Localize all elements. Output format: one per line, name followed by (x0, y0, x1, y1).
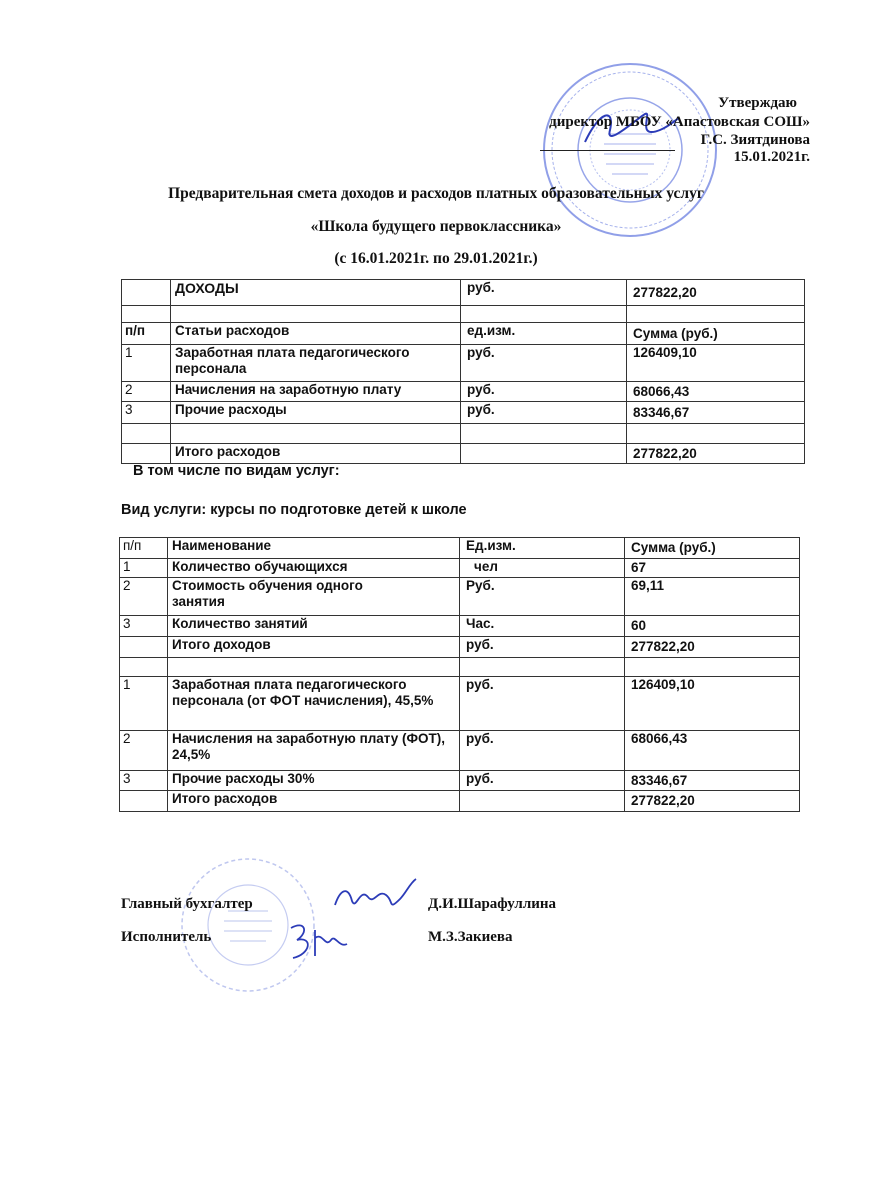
approval-line3: Г.С. Зиятдинова (700, 132, 810, 148)
header-row (122, 323, 805, 345)
table-row (120, 677, 800, 731)
row-amount: 126409,10 (625, 677, 800, 731)
row-unit: руб. (461, 402, 627, 424)
spacer-row (122, 306, 805, 323)
expense-total-row (120, 791, 800, 812)
row-name: Заработная плата педагогического персонала (от ФОТ начисления), 45,5% (168, 677, 460, 731)
table-row (120, 771, 800, 791)
header-unit: ед.изм. (461, 323, 627, 345)
row-num: 2 (120, 578, 168, 616)
income-row (122, 280, 805, 306)
row-unit: Руб. (460, 578, 625, 616)
header-amount: Сумма (руб.) (625, 538, 800, 559)
approval-date: 15.01.2021г. (733, 149, 810, 165)
row-amount: 68066,43 (625, 731, 800, 771)
header-unit: Ед.изм. (460, 538, 625, 559)
row-num: 3 (122, 402, 171, 424)
row-name: Прочие расходы (171, 402, 461, 424)
expense-total-label: Итого расходов (168, 791, 460, 812)
header-num: п/п (122, 323, 171, 345)
executor-role: Исполнитель (121, 929, 212, 945)
signature-underline (540, 150, 675, 151)
row-unit: чел (460, 559, 625, 578)
income-amount: 277822,20 (627, 280, 805, 306)
income-label: ДОХОДЫ (171, 280, 461, 306)
header-row (120, 538, 800, 559)
row-name: Стоимость обучения одного занятия (168, 578, 460, 616)
spacer-row (122, 424, 805, 444)
income-total-amount: 277822,20 (625, 637, 800, 658)
row-name: Начисления на заработную плату (ФОТ), 24,5% (168, 731, 460, 771)
document-period: (с 16.01.2021г. по 29.01.2021г.) (334, 250, 538, 267)
row-unit: Час. (460, 616, 625, 637)
header-num: п/п (120, 538, 168, 559)
header-amount: Сумма (руб.) (627, 323, 805, 345)
accountant-signature (330, 875, 420, 920)
approval-line1: Утверждаю (718, 95, 797, 111)
table-row (122, 402, 805, 424)
spacer-row (120, 658, 800, 677)
header-name: Статьи расходов (171, 323, 461, 345)
summary-table (121, 279, 805, 464)
service-type-note: Вид услуги: курсы по подготовке детей к школе (121, 502, 467, 518)
row-unit: руб. (461, 382, 627, 402)
row-amount: 67 (625, 559, 800, 578)
row-num: 3 (120, 616, 168, 637)
table-row (120, 578, 800, 616)
executor-signature (285, 918, 355, 968)
row-unit: руб. (460, 677, 625, 731)
row-name: Заработная плата педагогического персонала (171, 345, 461, 382)
by-service-note: В том числе по видам услуг: (133, 463, 340, 479)
table-row (120, 731, 800, 771)
accountant-name: Д.И.Шарафуллина (428, 896, 557, 912)
row-num: 1 (120, 559, 168, 578)
row-amount: 68066,43 (627, 382, 805, 402)
row-amount: 69,11 (625, 578, 800, 616)
income-total-unit: руб. (460, 637, 625, 658)
row-num: 1 (120, 677, 168, 731)
row-unit: руб. (461, 345, 627, 382)
total-label: Итого расходов (171, 444, 461, 464)
table-row (120, 616, 800, 637)
row-num: 1 (122, 345, 171, 382)
row-unit: руб. (460, 771, 625, 791)
row-amount: 83346,67 (627, 402, 805, 424)
income-total-label: Итого доходов (168, 637, 460, 658)
income-total-row (120, 637, 800, 658)
table-row (120, 559, 800, 578)
row-num: 3 (120, 771, 168, 791)
row-amount: 83346,67 (625, 771, 800, 791)
row-num: 2 (122, 382, 171, 402)
row-name: Количество занятий (168, 616, 460, 637)
expense-total-amount: 277822,20 (625, 791, 800, 812)
row-num: 2 (120, 731, 168, 771)
accountant-role: Главный бухгалтер (121, 896, 253, 912)
row-name: Прочие расходы 30% (168, 771, 460, 791)
row-amount: 126409,10 (627, 345, 805, 382)
income-num (122, 280, 171, 306)
approval-line2: директор МБОУ «Апастовская СОШ» (549, 114, 810, 130)
table-row (122, 382, 805, 402)
service-table (119, 537, 800, 812)
row-name: Количество обучающихся (168, 559, 460, 578)
document-subtitle: «Школа будущего первоклассника» (310, 218, 562, 235)
row-amount: 60 (625, 616, 800, 637)
row-name: Начисления на заработную плату (171, 382, 461, 402)
table-row (122, 345, 805, 382)
row-unit: руб. (460, 731, 625, 771)
document-title: Предварительная смета доходов и расходов платных образовательных услуг (168, 185, 704, 202)
total-amount: 277822,20 (627, 444, 805, 464)
header-name: Наименование (168, 538, 460, 559)
income-unit: руб. (461, 280, 627, 306)
total-row (122, 444, 805, 464)
executor-name: М.З.Закиева (428, 929, 513, 945)
